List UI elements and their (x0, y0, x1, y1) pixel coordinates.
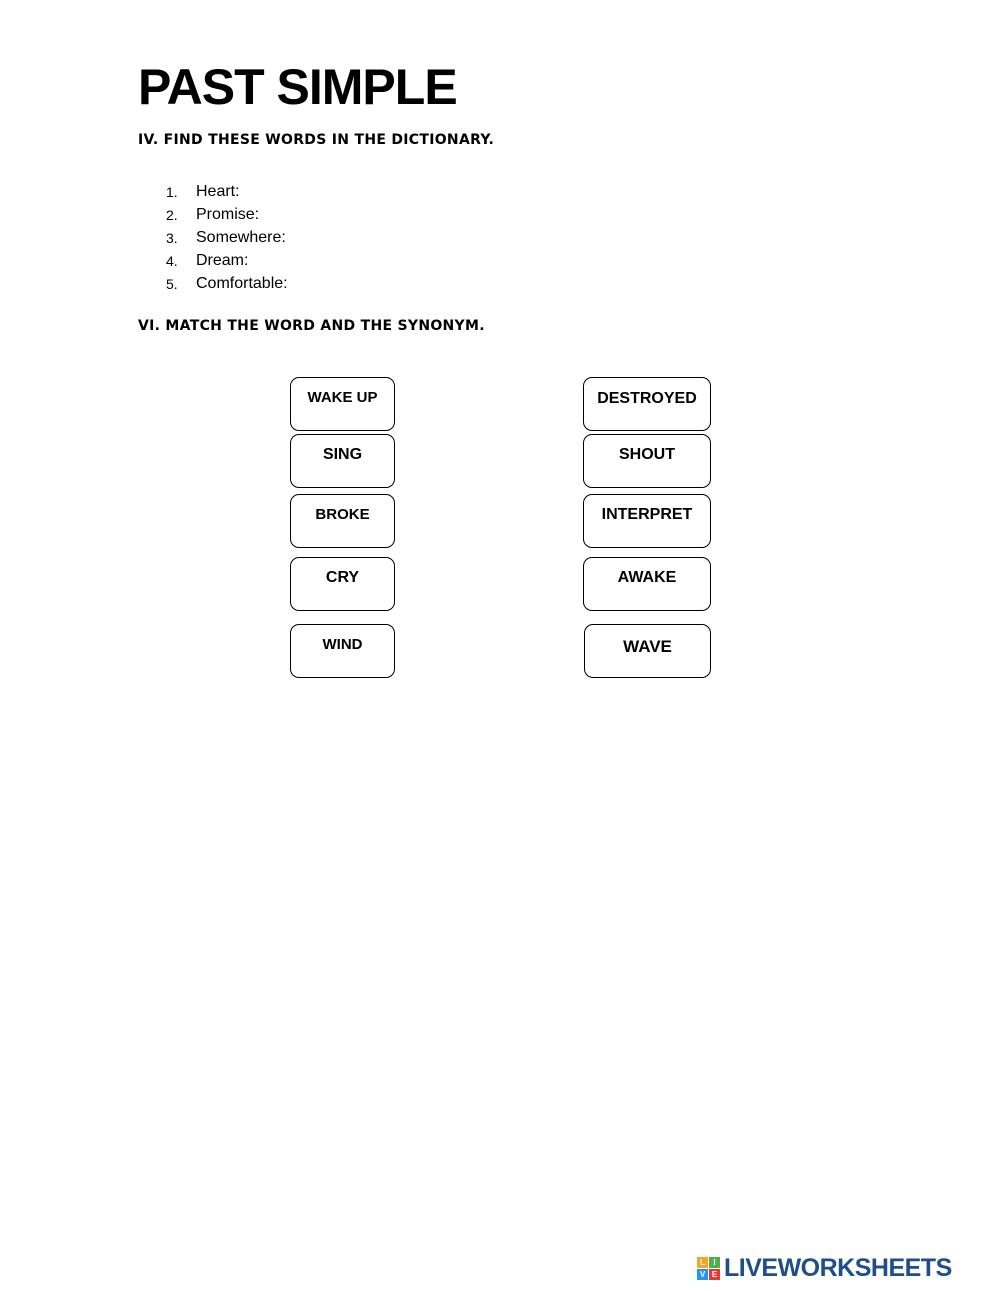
logo-cell-l: L (697, 1257, 708, 1268)
match-left-broke[interactable] (290, 494, 395, 548)
logo-cell-v: V (697, 1269, 708, 1280)
logo-cell-e: E (709, 1269, 720, 1280)
section-iv-heading: IV. FIND THESE WORDS IN THE DICTIONARY. (138, 132, 495, 148)
list-item (166, 226, 288, 249)
match-right-shout[interactable] (583, 434, 711, 488)
list-word: Dream: (196, 251, 249, 269)
list-word: Promise: (196, 205, 260, 223)
match-left-label: WIND (322, 636, 363, 653)
logo-cell-i: I (709, 1257, 720, 1268)
match-left-label: SING (322, 446, 363, 463)
match-right-label: AWAKE (617, 569, 677, 586)
match-right-label: WAVE (623, 637, 672, 656)
list-word: Comfortable: (196, 274, 288, 292)
liveworksheets-logo (697, 1256, 952, 1281)
list-item (166, 249, 288, 272)
match-right-destroyed[interactable] (583, 377, 711, 431)
list-number: 3. (166, 229, 178, 246)
match-left-cry[interactable] (290, 557, 395, 611)
match-right-interpret[interactable] (583, 494, 711, 548)
logo-text: LIVEWORKSHEETS (724, 1254, 952, 1282)
match-right-awake[interactable] (583, 557, 711, 611)
list-item (166, 180, 288, 203)
list-item (166, 272, 288, 295)
match-right-label: DESTROYED (597, 390, 697, 407)
match-right-label: SHOUT (619, 446, 675, 463)
list-number: 1. (166, 183, 178, 200)
match-left-wake-up[interactable] (290, 377, 395, 431)
list-word: Somewhere: (196, 228, 286, 246)
match-left-wind[interactable] (290, 624, 395, 678)
list-number: 2. (166, 206, 178, 223)
match-left-label: WAKE UP (307, 389, 378, 406)
section-vi-heading: VI. MATCH THE WORD AND THE SYNONYM. (138, 318, 485, 334)
match-right-label: INTERPRET (601, 506, 693, 523)
match-right-wave[interactable] (584, 624, 711, 678)
list-number: 4. (166, 252, 178, 269)
match-left-label: BROKE (315, 506, 370, 523)
match-left-label: CRY (325, 569, 360, 586)
logo-icon (697, 1257, 720, 1280)
list-word: Heart: (196, 182, 240, 200)
list-number: 5. (166, 275, 178, 292)
list-item (166, 203, 288, 226)
dictionary-word-list (166, 180, 288, 295)
page-title: PAST SIMPLE (138, 59, 457, 115)
match-left-sing[interactable] (290, 434, 395, 488)
